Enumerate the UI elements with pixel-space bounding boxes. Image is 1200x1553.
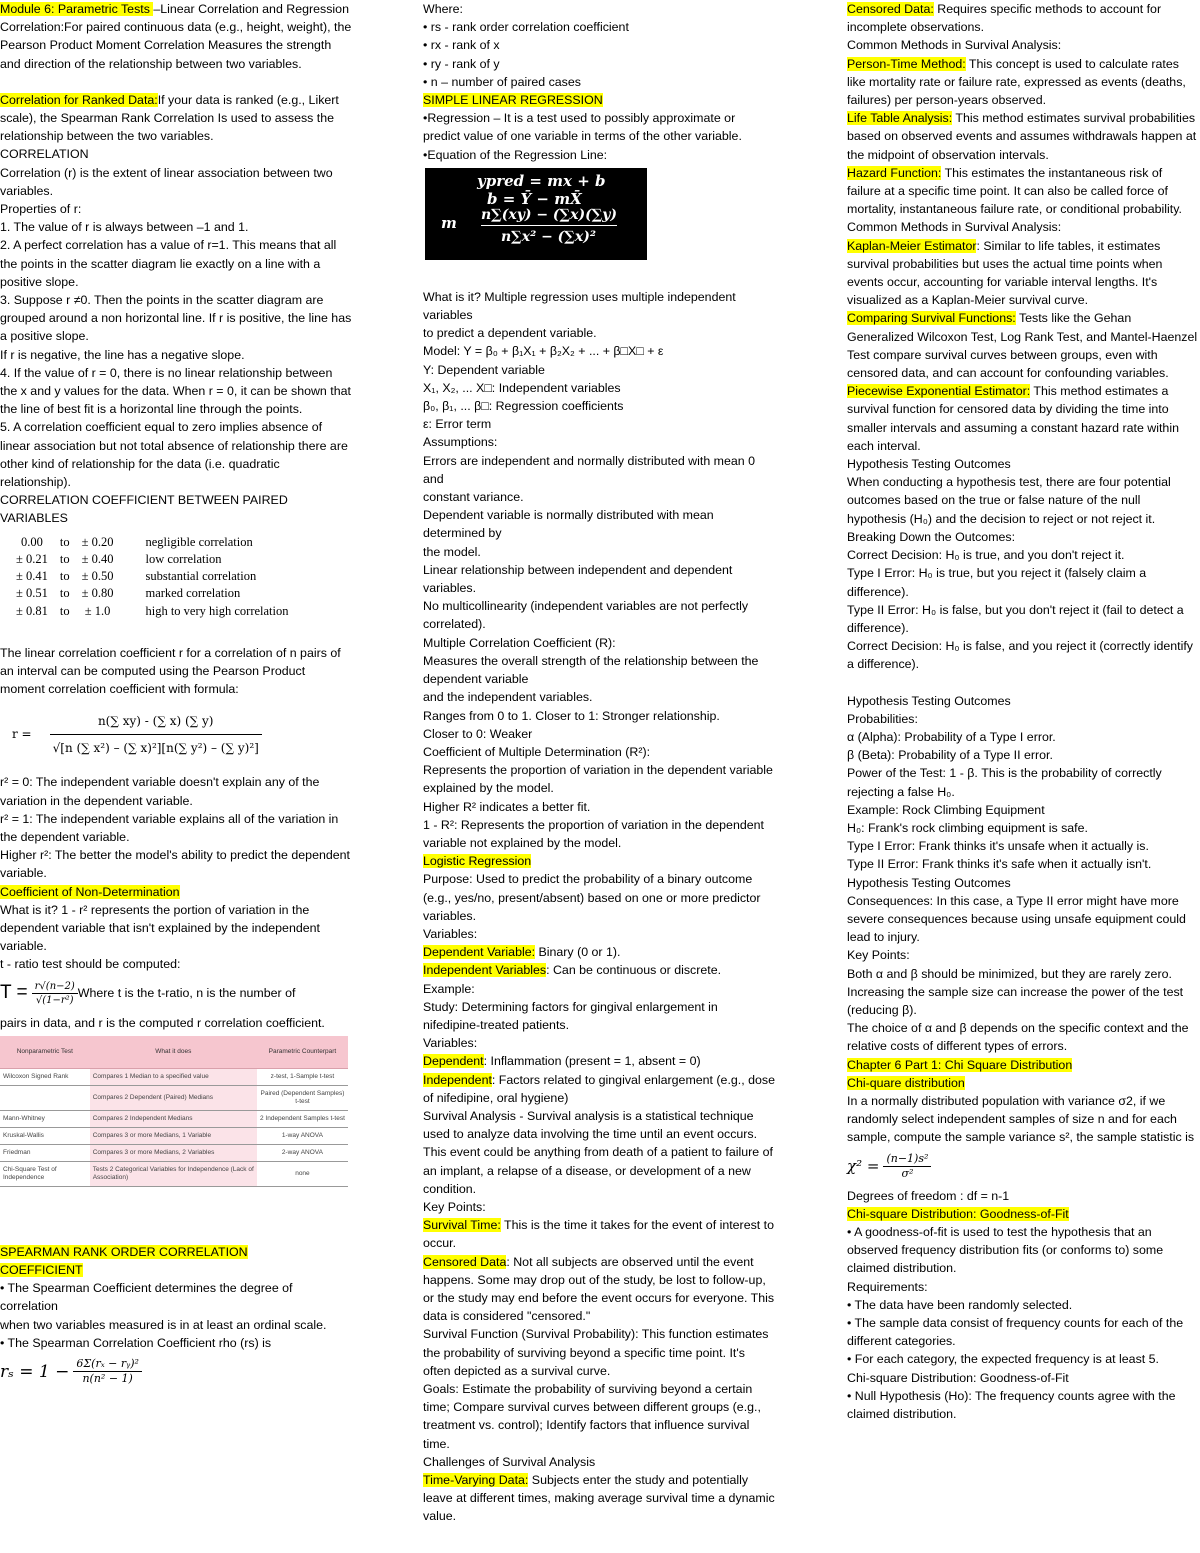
mr-beta: β₀, β₁, ... β□: Regression coefficients bbox=[423, 399, 624, 414]
coefficient-heading: CORRELATION COEFFICIENT BETWEEN PAIRED VARIABLES bbox=[0, 493, 288, 526]
hypothesis-outcomes-1: Hypothesis Testing Outcomes bbox=[847, 457, 1011, 472]
outcome-2: Type I Error: H₀ is true, but you reject it (falsely claim a difference). bbox=[847, 566, 1147, 599]
nonparametric-table-cell: Wilcoxon Signed Rank bbox=[0, 1068, 90, 1085]
piecewise-highlight: Piecewise Exponential Estimator: bbox=[847, 384, 1031, 399]
correlation-table-cell: ± 0.21 bbox=[16, 551, 48, 566]
pearson-formula-intro: The linear correlation coefficient r for a correlation of n pairs of an interval can be computed using the Pearson Product moment correlation coefficient with formula: bbox=[0, 645, 341, 697]
censored-data-text: : Not all subjects are observed until the event happens. Some may drop out of the study, be lost to follow-up, or the study may end before the event occurs for everyone. This data is considered "censored." bbox=[423, 1254, 775, 1324]
correlation-table-row bbox=[10, 585, 295, 602]
mr-r-1: Measures the overall strength of the relationship between the dependent variable bbox=[423, 653, 759, 687]
dependent-variable-highlight: Dependent Variable: bbox=[423, 945, 536, 960]
correlation-table-row bbox=[10, 534, 295, 551]
nonparametric-table-row bbox=[0, 1068, 348, 1085]
hypothesis-outcomes-2: Hypothesis Testing Outcomes bbox=[847, 693, 1011, 708]
spearman-formula-numerator: 6Σ(rₓ − rᵧ)² bbox=[73, 1357, 142, 1372]
column-3 bbox=[847, 0, 1199, 1423]
gof-highlight: Chi-square Distribution: Goodness-of-Fit bbox=[847, 1206, 1069, 1221]
chapter-highlight: Chapter 6 Part 1: Chi Square Distribution bbox=[847, 1057, 1073, 1072]
mr-r-3: Ranges from 0 to 1. Closer to 1: Stronger relationship. bbox=[423, 708, 720, 723]
correlation-table-cell: ± 0.41 bbox=[16, 569, 48, 584]
r2-higher: Higher r²: The better the model's ability to predict the dependent variable. bbox=[0, 848, 350, 881]
spacer bbox=[847, 674, 1199, 692]
multiple-regression-2: to predict a dependent variable. bbox=[423, 326, 597, 341]
t-ratio-where: Where t is the t-ratio, n is the number of bbox=[77, 986, 296, 1001]
regression-eq-m: m bbox=[441, 213, 457, 232]
spearman-formula-fraction bbox=[73, 1357, 142, 1386]
independent-example-text: : Factors related to gingival enlargement (e.g., dose of nifedipine, oral hygiene) bbox=[423, 1072, 775, 1105]
nonparametric-table-cell: Mann-Whitney bbox=[0, 1110, 90, 1127]
column-1 bbox=[0, 0, 352, 1392]
regression-equation-image bbox=[425, 168, 647, 260]
spacer bbox=[0, 73, 352, 91]
simple-linear-regression-heading bbox=[423, 91, 775, 109]
regression-eq-denominator: n∑x² − (∑x)² bbox=[501, 228, 596, 245]
spearman-heading bbox=[0, 1243, 352, 1279]
pearson-formula-lhs: r = bbox=[12, 727, 32, 742]
correlation-table-cell: to bbox=[59, 551, 70, 566]
nonparametric-table-cell: 2 Independent Samples t-test bbox=[257, 1110, 348, 1127]
t-ratio-where-2: pairs in data, and r is the computed r correlation coefficient. bbox=[0, 1015, 325, 1030]
nonparametric-table-cell: Kruskal-Wallis bbox=[0, 1127, 90, 1144]
comparing-survival-text: Tests like the Gehan Generalized Wilcoxon Test, Log Rank Test, and Mantel-Haenzel Test compare survival curves between groups, even with censored data, and can account for confounding variables. bbox=[847, 311, 1198, 381]
independent-variables-highlight: Independent Variables bbox=[423, 963, 547, 978]
nonparametric-table-cell: Paired (Dependent Samples) t-test bbox=[257, 1085, 348, 1110]
pearson-formula-numerator: n(∑ xy) - (∑ x) (∑ y) bbox=[50, 712, 262, 735]
example-rock: Example: Rock Climbing Equipment bbox=[847, 802, 1045, 817]
t-ratio-denominator: √(1−r²) bbox=[35, 995, 74, 1007]
survival-time-highlight: Survival Time: bbox=[423, 1218, 501, 1233]
hazard-function-text: This estimates the instantaneous risk of failure at a specific time point. It can also be called force of mortality, instantaneous failure rate, or conditional probability. bbox=[847, 165, 1182, 217]
ranked-data-paragraph bbox=[0, 91, 352, 146]
type1-rock: Type I Error: Frank thinks it's unsafe when it actually is. bbox=[847, 839, 1149, 854]
property-2: 2. A perfect correlation has a value of r=1. This means that all the points in the scatter diagram lie exactly on a line with a positive slope. bbox=[0, 238, 337, 289]
pearson-formula-denominator: √[n (∑ x²) – (∑ x)²][n(∑ y²) – (∑ y)²] bbox=[52, 740, 259, 755]
requirements: Requirements: bbox=[847, 1279, 928, 1294]
correlation-table-cell: to bbox=[59, 534, 70, 549]
nonparametric-table-header: Nonparametric Test bbox=[0, 1036, 90, 1069]
nonparametric-table-cell: Chi-Square Test of Independence bbox=[0, 1161, 90, 1186]
hypothesis-outcomes-text: When conducting a hypothesis test, there are four potential outcomes based on the true or false nature of the null hypothesis (H₀) and the decision to reject or not reject it. bbox=[847, 475, 1171, 526]
t-ratio-fraction bbox=[32, 980, 78, 1007]
r2-zero: r² = 0: The independent variable doesn't explain any of the variation in the dependent variable. bbox=[0, 775, 320, 808]
gof-heading-2: Chi-square Distribution: Goodness-of-Fit bbox=[847, 1370, 1069, 1385]
mr-r2-3: 1 - R²: Represents the proportion of variation in the dependent variable not explained by the model. bbox=[423, 817, 764, 850]
key-points-label: Key Points: bbox=[423, 1199, 486, 1214]
nonparametric-table-cell bbox=[0, 1085, 90, 1110]
nonparametric-table-cell: Compares 1 Median to a specified value bbox=[90, 1068, 257, 1085]
hypothesis-outcomes-3: Hypothesis Testing Outcomes bbox=[847, 875, 1011, 890]
regression-definition: •Regression – It is a test used to possibly approximate or predict value of one variable in terms of the other variable. bbox=[423, 111, 742, 144]
where-ry: • ry - rank of y bbox=[423, 56, 500, 71]
common-methods-2: Common Methods in Survival Analysis: bbox=[847, 220, 1062, 235]
correlation-table-cell: negligible correlation bbox=[145, 534, 253, 549]
censored-data bbox=[423, 1253, 775, 1326]
ranked-data-heading: Correlation for Ranked Data: bbox=[0, 92, 158, 107]
nonparametric-table-cell: Tests 2 Categorical Variables for Independence (Lack of Association) bbox=[90, 1161, 257, 1186]
column-2 bbox=[423, 0, 775, 1526]
time-varying-highlight: Time-Varying Data: bbox=[423, 1473, 529, 1488]
probabilities: Probabilities: bbox=[847, 711, 918, 726]
common-methods-1: Common Methods in Survival Analysis: bbox=[847, 38, 1062, 53]
correlation-definition: Correlation (r) is the extent of linear association between two variables. bbox=[0, 165, 333, 198]
mr-r-2: and the independent variables. bbox=[423, 690, 593, 705]
nonparametric-table-cell: Compares 3 or more Medians, 1 Variable bbox=[90, 1127, 257, 1144]
mr-assumption-1b: constant variance. bbox=[423, 490, 524, 505]
nonparametric-table-row bbox=[0, 1161, 348, 1186]
gof-text: • A goodness-of-fit is used to test the hypothesis that an observed frequency distribution fits (or conforms to) some claimed distribution. bbox=[847, 1225, 1164, 1276]
correlation-table-cell: ± 0.81 bbox=[16, 603, 48, 618]
gof-heading bbox=[847, 1205, 1199, 1223]
censored-data-2 bbox=[847, 0, 1199, 36]
correlation-table-cell: ± 0.51 bbox=[16, 586, 48, 601]
mr-assumption-3: Linear relationship between independent and dependent variables. bbox=[423, 562, 733, 596]
chi-formula-denominator: σ² bbox=[901, 1167, 914, 1181]
chi-formula-fraction bbox=[883, 1152, 931, 1181]
pearson-intro: Correlation:For paired continuous data (e.g., height, weight), the Pearson Product Moment Correlation Measures the strength and direction of the relationship between two variables. bbox=[0, 20, 352, 71]
spearman-heading-line-1: SPEARMAN RANK ORDER CORRELATION bbox=[0, 1244, 248, 1259]
module-title bbox=[0, 0, 352, 18]
person-time-highlight: Person-Time Method: bbox=[847, 56, 966, 71]
spearman-bullet-3: • The Spearman Correlation Coefficient rho (rs) is bbox=[0, 1335, 272, 1350]
life-table-analysis bbox=[847, 109, 1199, 164]
independent-example-highlight: Independent bbox=[423, 1072, 492, 1087]
correlation-table-cell: low correlation bbox=[145, 551, 222, 566]
ranked-data-text: If your data is ranked (e.g., Likert scale), the Spearman Rank Correlation Is used to assess the relationship between the two variables. bbox=[0, 92, 339, 144]
module-title-rest: –Linear Correlation and Regression bbox=[153, 2, 349, 16]
nonparametric-table-row bbox=[0, 1110, 348, 1127]
nonparametric-table bbox=[0, 1036, 348, 1187]
t-ratio-numerator: r√(n−2) bbox=[32, 980, 78, 994]
chapter-heading bbox=[847, 1056, 1199, 1074]
comparing-survival-highlight: Comparing Survival Functions: bbox=[847, 311, 1016, 326]
spacer bbox=[423, 270, 775, 288]
where-heading: Where: bbox=[423, 2, 463, 16]
requirement-1: • The data have been randomly selected. bbox=[847, 1297, 1073, 1312]
regression-equation-label: •Equation of the Regression Line: bbox=[423, 147, 608, 162]
nonparametric-table-cell: z-test, 1-Sample t-test bbox=[257, 1068, 348, 1085]
nonparametric-table-cell: Friedman bbox=[0, 1144, 90, 1161]
t-ratio-lhs: T = bbox=[0, 982, 28, 1004]
outcome-1: Correct Decision: H₀ is true, and you don't reject it. bbox=[847, 548, 1125, 563]
t-ratio-formula bbox=[0, 974, 352, 1014]
nonparametric-table-cell: Compares 2 Independent Medians bbox=[90, 1110, 257, 1127]
logistic-purpose: Purpose: Used to predict the probability of a binary outcome (e.g., yes/no, present/absent) based on one or more predictor variables. bbox=[423, 872, 761, 923]
correlation-heading: CORRELATION bbox=[0, 147, 89, 162]
mr-r2-heading: Coefficient of Multiple Determination (R²): bbox=[423, 744, 651, 759]
person-time-method bbox=[847, 55, 1199, 110]
correlation-table-cell: to bbox=[59, 603, 70, 618]
key-point-1: Both α and β should be minimized, but they are rarely zero. bbox=[847, 966, 1172, 981]
dependent-example bbox=[423, 1052, 775, 1070]
nonparametric-table-cell: Compares 2 Dependent (Paired) Medians bbox=[90, 1085, 257, 1110]
nonparametric-table-header: Parametric Counterpart bbox=[257, 1036, 348, 1069]
spearman-formula-denominator: n(n² − 1) bbox=[82, 1372, 133, 1386]
chi-highlight: Chi-quare distribution bbox=[847, 1075, 965, 1090]
power-def: Power of the Test: 1 - β. This is the probability of correctly rejecting a false H₀. bbox=[847, 766, 1162, 799]
survival-challenges: Challenges of Survival Analysis bbox=[423, 1454, 596, 1469]
dependent-variable-text: Binary (0 or 1). bbox=[535, 945, 621, 960]
chi-text: In a normally distributed population with variance σ2, if we randomly select independent samples of size n and for each sample, compute the sample variance s², the sample statistic is bbox=[847, 1093, 1195, 1145]
survival-function: Survival Function (Survival Probability): This function estimates the probability of surviving beyond a specific time point. It's often depicted as a survival curve. bbox=[423, 1327, 769, 1378]
property-5: 5. A correlation coefficient equal to zero implies absence of linear association but not total absence of relationship there are other kind of relationship for the data (i.e. quadratic relationship). bbox=[0, 420, 348, 490]
survival-goals: Goals: Estimate the probability of surviving beyond a certain time; Compare survival curves between different groups (e.g., treatment vs. control); Identify factors that influence survival time. bbox=[423, 1382, 761, 1451]
outcome-3: Type II Error: H₀ is false, but you don't reject it (fail to detect a difference). bbox=[847, 602, 1184, 635]
correlation-table-cell: to bbox=[59, 586, 70, 601]
correlation-table-cell: marked correlation bbox=[145, 586, 241, 601]
hazard-function bbox=[847, 164, 1199, 219]
spearman-formula bbox=[0, 1352, 352, 1392]
mr-assumptions: Assumptions: bbox=[423, 435, 498, 450]
where-rs: • rs - rank order correlation coefficient bbox=[423, 20, 629, 35]
mr-assumption-1: Errors are independent and normally distributed with mean 0 and bbox=[423, 453, 755, 486]
non-determination-highlight: Coefficient of Non-Determination bbox=[0, 884, 180, 899]
t-ratio-intro: t - ratio test should be computed: bbox=[0, 957, 181, 972]
correlation-table-cell: ± 0.50 bbox=[81, 569, 114, 584]
study-text: Study: Determining factors for gingival enlargement in nifedipine-treated patients. bbox=[423, 999, 718, 1032]
censored-data-highlight: Censored Data bbox=[423, 1254, 507, 1269]
mr-assumption-2b: the model. bbox=[423, 544, 481, 559]
survival-time-text: This is the time it takes for the event of interest to occur. bbox=[423, 1218, 774, 1251]
spearman-heading-line-2: COEFFICIENT bbox=[0, 1262, 83, 1277]
nonparametric-table-row bbox=[0, 1144, 348, 1161]
nonparametric-table-row bbox=[0, 1085, 348, 1110]
nonparametric-table-cell: Compares 3 or more Medians, 2 Variables bbox=[90, 1144, 257, 1161]
spearman-bullet-2: when two variables measured is in at least an ordinal scale. bbox=[0, 1317, 327, 1332]
property-3b: If r is negative, the line has a negative slope. bbox=[0, 347, 245, 362]
variables-label: Variables: bbox=[423, 1036, 478, 1051]
kaplan-meier bbox=[847, 237, 1199, 310]
logistic-regression-heading bbox=[423, 852, 775, 870]
requirement-2: • The sample data consist of frequency counts for each of the different categories. bbox=[847, 1316, 1184, 1349]
slr-highlight: SIMPLE LINEAR REGRESSION bbox=[423, 93, 603, 108]
mr-y: Y: Dependent variable bbox=[423, 362, 545, 377]
non-determination-heading bbox=[0, 883, 352, 901]
correlation-strength-table bbox=[10, 534, 295, 620]
kaplan-meier-text: : Similar to life tables, it estimates survival probabilities but uses the actual time points when events occur, accounting for variable interval lengths. It's visualized as a Kaplan-Meier survival curve. bbox=[847, 238, 1163, 308]
regression-eq-b: b = Ȳ − mX̄ bbox=[487, 189, 582, 208]
mr-r-4: Closer to 0: Weaker bbox=[423, 726, 533, 741]
key-point-3: The choice of α and β depends on the specific context and the relative costs of different types of errors. bbox=[847, 1021, 1189, 1054]
independent-example bbox=[423, 1071, 775, 1107]
correlation-table-row bbox=[10, 568, 295, 585]
time-varying-text: Subjects enter the study and potentially leave at different times, making average survival time a dynamic value. bbox=[423, 1473, 775, 1524]
mr-error: ε: Error term bbox=[423, 417, 492, 432]
properties-heading: Properties of r: bbox=[0, 202, 82, 217]
correlation-table-cell: to bbox=[59, 569, 70, 584]
r2-one: r² = 1: The independent variable explains all of the variation in the dependent variable. bbox=[0, 811, 339, 844]
property-4: 4. If the value of r = 0, there is no linear relationship between the x and y values for the data. When r = 0, it can be shown that the line of best fit is a horizontal line through the points. bbox=[0, 365, 351, 417]
life-table-text: This method estimates survival probabilities based on observed events and assumes withdrawals happen at the midpoint of observation intervals. bbox=[847, 111, 1197, 162]
chi-formula-numerator: (n−1)s² bbox=[883, 1152, 931, 1167]
example-label: Example: bbox=[423, 981, 475, 996]
chi-square-formula bbox=[847, 1147, 1199, 1187]
mr-r2-1: Represents the proportion of variation in the dependent variable explained by the model. bbox=[423, 763, 773, 796]
h0-rock: H₀: Frank's rock climbing equipment is safe. bbox=[847, 820, 1088, 835]
property-1: 1. The value of r is always between –1 and 1. bbox=[0, 220, 249, 235]
beta-def: β (Beta): Probability of a Type II error. bbox=[847, 748, 1053, 763]
independent-variables bbox=[423, 961, 775, 979]
mr-x: X₁, X₂, ... X□: Independent variables bbox=[423, 380, 621, 395]
time-varying-data bbox=[423, 1471, 775, 1526]
nonparametric-table-row bbox=[0, 1127, 348, 1144]
correlation-table-cell: ± 0.40 bbox=[81, 551, 114, 566]
piecewise-exponential bbox=[847, 382, 1199, 455]
spearman-formula-lhs: rₛ = 1 − bbox=[0, 1361, 70, 1382]
person-time-text: This concept is used to calculate rates like mortality rate or failure rate, expressed as events (deaths, failures) per person-years observed. bbox=[847, 56, 1186, 108]
degrees-of-freedom: Degrees of freedom : df = n-1 bbox=[847, 1188, 1010, 1203]
multiple-regression-model: Model: Y = β₀ + β₁X₁ + β₂X₂ + ... + β□X□ + ε bbox=[423, 344, 664, 359]
independent-variables-text: : Can be continuous or discrete. bbox=[546, 963, 722, 978]
nonparametric-table-cell: 2-way ANOVA bbox=[257, 1144, 348, 1161]
nonparametric-table-cell: none bbox=[257, 1161, 348, 1186]
mr-assumption-4: No multicollinearity (independent variables are not perfectly correlated). bbox=[423, 599, 749, 632]
dependent-example-highlight: Dependent bbox=[423, 1054, 484, 1069]
mr-r-heading: Multiple Correlation Coefficient (R): bbox=[423, 635, 616, 650]
null-hypothesis: • Null Hypothesis (Ho): The frequency counts agree with the claimed distribution. bbox=[847, 1388, 1176, 1422]
nonparametric-table-cell: 1-way ANOVA bbox=[257, 1127, 348, 1144]
requirement-3: • For each category, the expected frequency is at least 5. bbox=[847, 1352, 1159, 1367]
key-point-2: Increasing the sample size can increase the power of the test (reducing β). bbox=[847, 984, 1184, 1017]
logistic-highlight: Logistic Regression bbox=[423, 854, 532, 869]
censored-data-2-highlight: Censored Data: bbox=[847, 2, 934, 16]
logistic-variables: Variables: bbox=[423, 926, 478, 941]
life-table-highlight: Life Table Analysis: bbox=[847, 111, 953, 126]
survival-time bbox=[423, 1216, 775, 1252]
outcome-4: Correct Decision: H₀ is false, and you reject it (correctly identify a difference). bbox=[847, 639, 1194, 672]
pearson-formula bbox=[12, 701, 352, 767]
correlation-table-cell: high to very high correlation bbox=[145, 603, 289, 618]
mr-assumption-2: Dependent variable is normally distributed with mean determined by bbox=[423, 508, 714, 541]
key-points-2: Key Points: bbox=[847, 948, 910, 963]
kaplan-meier-highlight: Kaplan-Meier Estimator bbox=[847, 238, 977, 253]
property-3a: 3. Suppose r ≠0. Then the points in the scatter diagram are grouped around a non horizontal line. If r is positive, the line has a positive slope. bbox=[0, 293, 352, 344]
where-n: • n – number of paired cases bbox=[423, 74, 581, 89]
correlation-table-cell: substantial correlation bbox=[145, 569, 257, 584]
correlation-table-cell: ± 0.20 bbox=[81, 534, 114, 549]
where-rx: • rx - rank of x bbox=[423, 38, 500, 53]
chi-formula-lhs: χ² = bbox=[847, 1157, 880, 1176]
hazard-function-highlight: Hazard Function: bbox=[847, 165, 942, 180]
nonparametric-table-header: What it does bbox=[90, 1036, 257, 1069]
non-determination-text: What is it? 1 - r² represents the portion of variation in the dependent variable that isn't explained by the independent variable. bbox=[0, 902, 320, 954]
type2-rock: Type II Error: Frank thinks it's safe when it actually isn't. bbox=[847, 857, 1152, 872]
pearson-formula-fraction bbox=[50, 712, 262, 757]
correlation-table-cell: ± 1.0 bbox=[84, 603, 111, 618]
spacer bbox=[0, 1191, 352, 1243]
chi-heading bbox=[847, 1074, 1199, 1092]
survival-analysis-text: Survival Analysis - Survival analysis is a statistical technique used to analyze data involving the time until an event occurs. This event could be anything from death of a patient to failure of an implant, a relapse of a disease, or development of a new condition. bbox=[423, 1108, 773, 1196]
correlation-table-cell: ± 0.80 bbox=[81, 586, 114, 601]
spearman-bullet-1: • The Spearman Coefficient determines the degree of correlation bbox=[0, 1281, 293, 1314]
dependent-variable bbox=[423, 943, 775, 961]
consequences: Consequences: In this case, a Type II error might have more severe consequences because using unsafe equipment could lead to injury. bbox=[847, 893, 1186, 945]
correlation-table-cell: 0.00 bbox=[21, 534, 43, 549]
multiple-regression-1: What is it? Multiple regression uses multiple independent variables bbox=[423, 289, 736, 323]
module-title-highlight: Module 6: Parametric Tests bbox=[0, 2, 154, 16]
correlation-table-row bbox=[10, 603, 295, 620]
breaking-down: Breaking Down the Outcomes: bbox=[847, 529, 1016, 544]
regression-eq-numerator: n∑(xy) − (∑x)(∑y) bbox=[481, 206, 617, 226]
piecewise-text: This method estimates a survival function for censored data by dividing the time into smaller intervals and assuming a constant hazard rate within each interval. bbox=[847, 384, 1179, 453]
censored-data-2-text: Requires specific methods to account for incomplete observations. bbox=[847, 2, 1162, 35]
comparing-survival bbox=[847, 309, 1199, 382]
alpha-def: α (Alpha): Probability of a Type I error. bbox=[847, 729, 1056, 744]
dependent-example-text: : Inflammation (present = 1, absent = 0) bbox=[483, 1054, 701, 1069]
mr-r2-2: Higher R² indicates a better fit. bbox=[423, 799, 591, 814]
spacer bbox=[0, 626, 352, 644]
correlation-table-row bbox=[10, 551, 295, 568]
regression-eq-ypred: ypred = mx + b bbox=[477, 171, 606, 190]
